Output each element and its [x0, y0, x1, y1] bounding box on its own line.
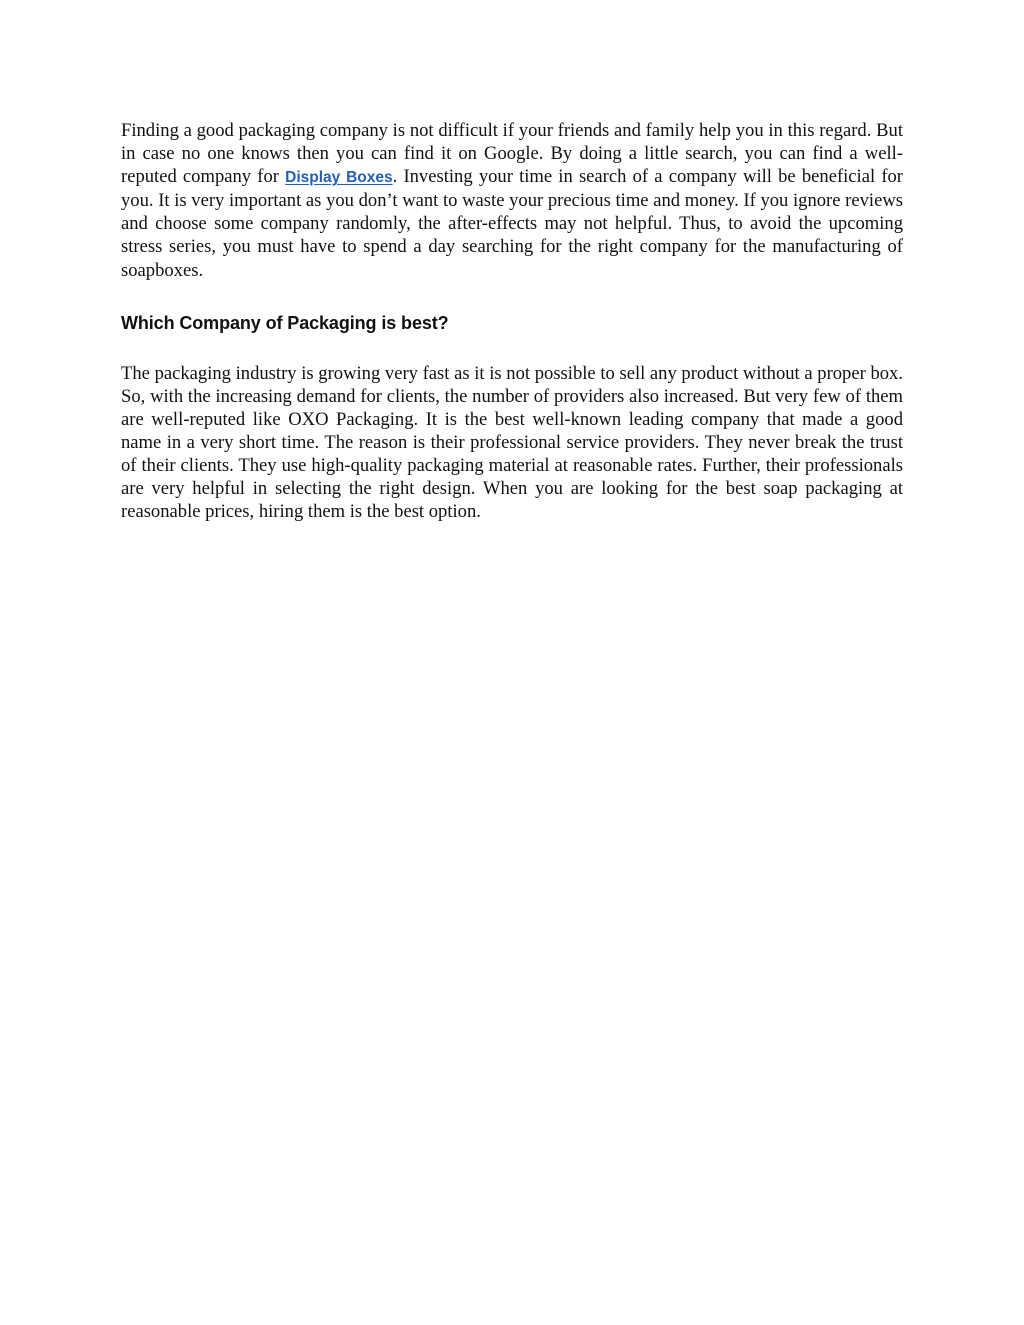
paragraph-intro-text-before-link: Finding a good packaging company is not difficult if your friends and family help you in this regard. But in case no one knows then you can find it on Google. By doing a little search, you can find a well-reputed company for — [121, 120, 903, 188]
paragraph-packaging-industry: The packaging industry is growing very fast as it is not possible to sell any product without a proper box. So, with the increasing demand for clients, the number of providers also increased. But very few of them are well-reputed like OXO Packaging. It is the best well-known leading company that made a good name in a very short time. The reason is their professional service providers. They never break the trust of their clients. They use high-quality packaging material at reasonable rates. Further, their professionals are very helpful in selecting the right design. When you are looking for the best soap packaging at reasonable prices, hiring them is the best option. — [121, 362, 903, 523]
paragraph-intro — [121, 119, 903, 282]
document-content — [121, 119, 903, 523]
section-heading: Which Company of Packaging is best? — [121, 312, 449, 333]
display-boxes-link[interactable]: Display Boxes — [285, 169, 393, 187]
paragraph-intro-text-after-link: . Investing your time in search of a company will be beneficial for you. It is very important as you don’t want to waste your precious time and money. If you ignore reviews and choose some company randomly, the after-effects may not helpful. Thus, to avoid the upcoming stress series, you must have to spend a day searching for the right company for the manufacturing of soapboxes. — [121, 166, 903, 281]
